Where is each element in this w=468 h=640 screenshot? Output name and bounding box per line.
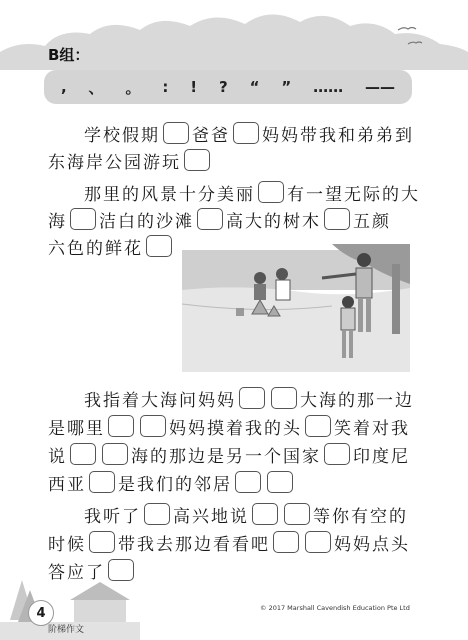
punctuation-answer-box[interactable]	[108, 415, 134, 437]
passage-text: 五颜	[353, 211, 391, 232]
punctuation-answer-box[interactable]	[70, 208, 96, 230]
passage-line	[48, 233, 175, 259]
passage-text: 有一望无际的大	[287, 184, 420, 205]
passage-line	[48, 469, 296, 495]
passage-text: 西亚	[48, 474, 86, 495]
passage-text: 六色的鲜花	[48, 238, 143, 259]
passage-text: 带我去那边看看吧	[118, 534, 270, 555]
punctuation-answer-box[interactable]	[267, 471, 293, 493]
punctuation-answer-box[interactable]	[140, 415, 166, 437]
passage-text: 海的那边是另一个国家	[131, 446, 321, 467]
passage-text: 说	[48, 446, 67, 467]
punctuation-colon: :	[162, 78, 169, 96]
passage-text: 我指着大海问妈妈	[84, 390, 236, 411]
passage-line	[48, 529, 410, 555]
passage-text: 印度尼	[353, 446, 410, 467]
punctuation-answer-box[interactable]	[252, 503, 278, 525]
passage-line	[48, 441, 410, 467]
punctuation-answer-box[interactable]	[102, 443, 128, 465]
punctuation-period: 。	[125, 78, 141, 97]
page-number: 4	[28, 600, 54, 626]
punctuation-ellipsis: ……	[313, 78, 344, 96]
punctuation-exclamation: !	[190, 78, 198, 96]
copyright-notice: © 2017 Marshall Cavendish Education Pte Ltd	[260, 604, 410, 612]
passage-line	[48, 206, 391, 232]
punctuation-answer-box[interactable]	[184, 149, 210, 171]
passage-text: 洁白的沙滩	[99, 211, 194, 232]
passage-line	[84, 179, 420, 205]
passage-text: 爸爸	[192, 125, 230, 146]
punctuation-answer-box[interactable]	[197, 208, 223, 230]
passage-line	[48, 413, 410, 439]
punctuation-answer-box[interactable]	[284, 503, 310, 525]
punctuation-close-quote: ”	[281, 78, 292, 96]
punctuation-answer-box[interactable]	[235, 471, 261, 493]
passage-text: 笑着对我	[334, 418, 410, 439]
passage-text: 大海的那一边	[300, 390, 414, 411]
punctuation-answer-box[interactable]	[233, 122, 259, 144]
passage-text: 是我们的邻居	[118, 474, 232, 495]
passage-text: 海	[48, 211, 67, 232]
beach-illustration	[182, 244, 410, 372]
passage-line	[84, 501, 408, 527]
punctuation-answer-box[interactable]	[324, 443, 350, 465]
passage-text: 答应了	[48, 562, 105, 583]
punctuation-answer-box[interactable]	[273, 531, 299, 553]
punctuation-bank	[44, 70, 412, 104]
passage-text: 学校假期	[84, 125, 160, 146]
passage-line	[48, 147, 213, 173]
punctuation-answer-box[interactable]	[89, 531, 115, 553]
punctuation-open-quote: “	[249, 78, 260, 96]
passage-text: 等你有空的	[313, 506, 408, 527]
passage-text: 妈妈摸着我的头	[169, 418, 302, 439]
punctuation-answer-box[interactable]	[70, 443, 96, 465]
punctuation-enumeration-comma: 、	[88, 78, 104, 97]
passage-line	[84, 385, 414, 411]
punctuation-comma: ,	[60, 78, 67, 96]
book-title: 阶梯作文	[48, 625, 85, 635]
punctuation-answer-box[interactable]	[305, 531, 331, 553]
punctuation-answer-box[interactable]	[163, 122, 189, 144]
punctuation-answer-box[interactable]	[305, 415, 331, 437]
passage-text: 东海岸公园游玩	[48, 152, 181, 173]
passage-text: 高兴地说	[173, 506, 249, 527]
punctuation-answer-box[interactable]	[146, 235, 172, 257]
passage-text: 时候	[48, 534, 86, 555]
punctuation-answer-box[interactable]	[89, 471, 115, 493]
punctuation-answer-box[interactable]	[324, 208, 350, 230]
punctuation-question: ?	[218, 78, 228, 96]
punctuation-answer-box[interactable]	[239, 387, 265, 409]
punctuation-answer-box[interactable]	[144, 503, 170, 525]
passage-text: 是哪里	[48, 418, 105, 439]
passage-text: 那里的风景十分美丽	[84, 184, 255, 205]
passage-text: 妈妈点头	[334, 534, 410, 555]
passage-text: 妈妈带我和弟弟到	[262, 125, 414, 146]
punctuation-answer-box[interactable]	[258, 181, 284, 203]
passage-line	[84, 120, 414, 146]
passage-text: 高大的树木	[226, 211, 321, 232]
group-label: B组：	[48, 46, 90, 64]
punctuation-dash: ——	[364, 78, 395, 96]
punctuation-answer-box[interactable]	[271, 387, 297, 409]
passage-text: 我听了	[84, 506, 141, 527]
